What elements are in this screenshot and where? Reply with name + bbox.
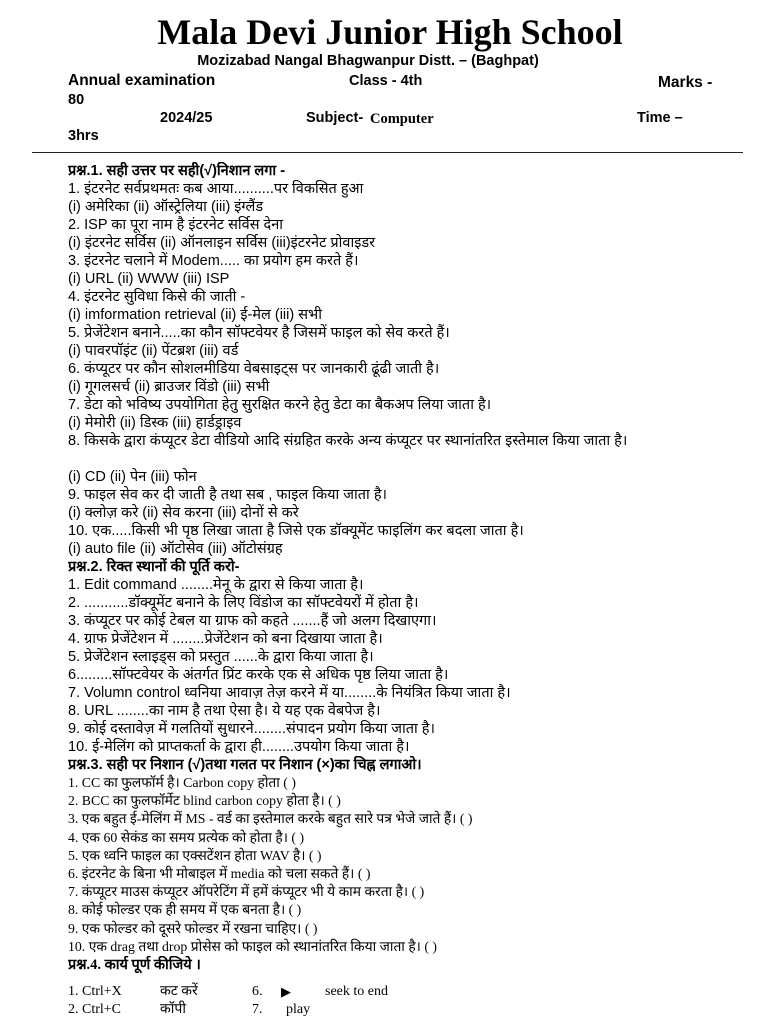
question-line: 3. इंटरनेट चलाने में Modem..... का प्रयोग हम करते हैं। [68,253,359,269]
question-line: 9. कोई दस्तावेज़ में गलतियों सुधारने........संपादन प्रयोग किया जाता है। [68,721,435,737]
question-line: 10. एक.....किसी भी पृष्ठ लिखा जाता है जिसे एक डॉक्यूमेंट फाइलिंग कर बदला जाता है। [68,523,524,539]
marks-label: Marks - [658,74,713,91]
question-line: 1. इंटरनेट सर्वप्रथमतः कब आया..........पर विकसित हुआ [68,181,364,197]
school-address: Mozizabad Nangal Bhagwanpur Distt. – (Baghpat) [197,53,539,69]
question-line: 7. कंप्यूटर माउस कंप्यूटर ऑपरेटिंग में हमें कंप्यूटर भी ये काम करता है। ( ) [68,884,425,900]
section-heading: प्रश्न.3. सही पर निशान (√)तथा गलत पर निशान (×)का चिह्न लगाओ। [68,757,422,773]
session: 2024/25 [160,110,213,126]
question-line: 3. कंप्यूटर पर कोई टेबल या ग्राफ को कहते .......हैं जो अलग दिखाएगा। [68,613,437,629]
shortcut-key: 1. Ctrl+X [68,984,122,999]
question-line: 6.........सॉफ्टवेयर के अंतर्गत प्रिंट करके एक से अधिक पृष्ठ लिया जाता है। [68,667,449,683]
question-line: (i) अमेरिका (ii) ऑस्ट्रेलिया (iii) इंग्लैंड [68,199,264,215]
question-line: 9. एक फोल्डर को दूसरे फोल्डर में रखना चाहिए। ( ) [68,920,318,936]
question-line: 2. BCC का फुलफॉर्मेट blind carbon copy होता है। ( ) [68,793,341,809]
question-line: (i) URL (ii) WWW (iii) ISP [68,271,230,287]
question-line: 10. ई-मेलिंग को प्राप्तकर्ता के द्वारा ही........उपयोग किया जाता है। [68,739,410,755]
shortcut-table [68,983,758,1019]
question-line: (i) CD (ii) पेन (iii) फोन [68,469,197,485]
question-line: 2. ISP का पूरा नाम है इंटरनेट सर्विस देना [68,217,284,233]
question-line: 4. इंटरनेट सुविधा किसे की जाती - [68,289,246,305]
question-line: 8. URL ........का नाम है तथा ऐसा है। ये यह एक वेबपेज है। [68,703,381,719]
play-seek-icon: ▶ [281,984,291,999]
header-divider [32,152,743,153]
time-label: Time – [637,110,683,126]
question-line: 2. ...........डॉक्यूमेंट बनाने के लिए विंडोज का सॉफ्टवेयरों में होता है। [68,595,419,611]
question-line: 6. कंप्यूटर पर कौन सोशलमीडिया वेबसाइट्स पर जानकारी ढूंढी जाती है। [68,361,440,377]
shortcut-meaning: कॉपी [160,1002,186,1017]
shortcut-label: play [286,1002,311,1017]
question-line: 10. एक drag तथा drop प्रोसेस को फाइल को स्थानांतरित किया जाता है। ( ) [68,938,437,954]
question-line: (i) imformation retrieval (ii) ई-मेल (iii) सभी [68,307,322,323]
question-line: 7. Volumn control ध्वनिया आवाज़ तेज़ करने में या........के नियंत्रित किया जाता है। [68,685,511,701]
question-line: 3. एक बहुत ई-मेलिंग में MS - वर्ड का इस्तेमाल करके बहुत सारे पत्र भेजे जाते हैं। ( ) [68,811,473,827]
question-lines [68,162,758,974]
section-heading: प्रश्न.1. सही उत्तर पर सही(√)निशान लगा - [68,163,286,179]
time-value: 3hrs [68,128,99,144]
question-line: 7. डेटा को भविष्य उपयोगिता हेतु सुरक्षित करने हेतु डेटा का बैकअप लिया जाता है। [68,397,492,413]
question-line: 1. CC का फुलफॉर्म है। Carbon copy होता ( ) [68,775,296,790]
question-line: 4. एक 60 सेकंड का समय प्रत्येक को होता है। ( ) [68,829,305,845]
question-line: 4. ग्राफ प्रेजेंटेशन में ........प्रेजेंटेशन को बना दिखाया जाता है। [68,631,383,647]
marks-value: 80 [68,92,85,108]
question-line: 8. कोई फोल्डर एक ही समय में एक बनता है। ( ) [68,902,302,918]
shortcut-meaning: कट करें [160,984,198,999]
section-heading: प्रश्न.4. कार्य पूर्ण कीजिये । [68,956,201,973]
subject-value: Computer [370,111,434,127]
question-line: 6. इंटरनेट के बिना भी मोबाइल में media को चला सकते हैं। ( ) [68,865,371,881]
question-line: 1. Edit command ........मेनू के द्वारा से किया जाता है। [68,577,364,593]
subject-label: Subject- [306,110,364,126]
question-line: (i) इंटरनेट सर्विस (ii) ऑनलाइन सर्विस (iii)इंटरनेट प्रोवाइडर [68,235,376,251]
school-name: Mala Devi Junior High School [157,12,623,52]
question-line: 9. फाइल सेव कर दी जाती है तथा सब , फाइल किया जाता है। [68,487,388,503]
class-label: Class - 4th [349,73,423,89]
shortcut-label: seek to end [325,984,388,999]
question-line: (i) मेमोरी (ii) डिस्क (iii) हार्डड्राइव [68,415,242,431]
question-line: 5. एक ध्वनि फाइल का एक्सटेंशन होता WAV है। ( ) [68,847,322,863]
shortcut-key: 2. Ctrl+C [68,1002,122,1017]
shortcut-number: 6. [252,984,263,999]
question-line: 5. प्रेजेंटेशन बनाने.....का कौन सॉफ्टवेयर है जिसमें फाइल को सेव करते हैं। [68,325,450,341]
question-line: (i) पावरपॉइंट (ii) पेंटब्रश (iii) वर्ड [68,343,239,359]
question-line: (i) auto file (ii) ऑटोसेव (iii) ऑटोसंग्रह [68,541,283,557]
shortcut-row [68,983,758,1001]
question-line: 5. प्रेजेंटेशन स्लाइड्स को प्रस्तुत ......के द्वारा किया जाता है। [68,649,374,665]
question-line: (i) गूगलसर्च (ii) ब्राउजर विंडो (iii) सभी [68,379,270,395]
question-line: 8. किसके द्वारा कंप्यूटर डेटा वीडियो आदि संग्रहित करके अन्य कंप्यूटर पर स्थानांतरित इस्तेमाल किया जाता है। [68,433,628,449]
shortcut-number: 7. [252,1002,263,1017]
question-line: (i) क्लोज़ करे (ii) सेव करना (iii) दोनों से करे [68,505,299,521]
shortcut-row [68,1001,758,1019]
section-heading: प्रश्न.2. रिक्त स्थानों की पूर्ति करो- [68,559,240,575]
exam-name: Annual examination [68,72,216,89]
